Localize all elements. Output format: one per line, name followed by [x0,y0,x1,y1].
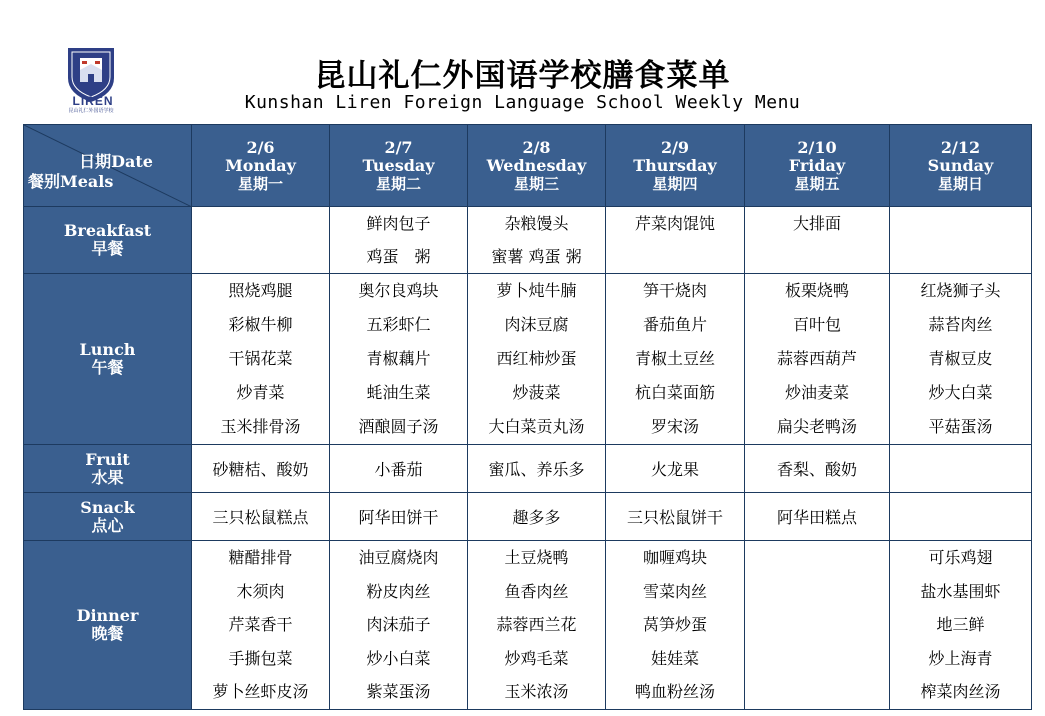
menu-item: 扁尖老鸭汤 [776,417,857,436]
menu-item: 炒小白菜 [366,648,431,668]
menu-item: 酒酿圆子汤 [358,417,439,436]
menu-item: 玉米浓汤 [504,682,569,701]
menu-item [192,240,329,273]
menu-item [890,207,1031,240]
day-en: Tuesday [362,155,435,175]
meal-en: Fruit [85,449,130,469]
day-cn: 星期日 [937,174,983,193]
day-header [192,125,330,207]
day-header [745,125,890,207]
meal-cn: 晚餐 [91,623,124,643]
header-row [24,125,1032,207]
meal-cn: 点心 [91,515,124,535]
menu-item: 罗宋汤 [650,417,699,436]
menu-item: 鸡蛋 粥 [366,247,431,266]
menu-item: 五彩虾仁 [366,315,431,334]
menu-cell [890,274,1032,445]
menu-cell [606,207,745,274]
day-en: Sunday [927,155,994,175]
meal-label-lunch [24,274,192,445]
menu-item: 手撕包菜 [228,648,293,668]
menu-item: 炒菠菜 [512,383,561,402]
menu-cell: 蜜瓜、养乐多 [468,445,606,493]
page-subtitle: Kunshan Liren Foreign Language School Weekly Menu [244,92,801,113]
meal-label-dinner [24,541,192,710]
menu-cell [890,493,1032,541]
menu-item: 莴笋炒蛋 [642,615,707,634]
menu-item: 番茄鱼片 [642,315,707,334]
dinner-row [24,541,1032,710]
menu-table [23,124,1032,710]
menu-item: 紫菜蛋汤 [366,682,431,701]
menu-item: 大白菜贡丸汤 [488,417,585,436]
date-label: 日期Date [79,152,153,171]
menu-cell [330,207,468,274]
menu-item: 鸭血粉丝汤 [634,682,715,701]
menu-cell [890,445,1032,493]
menu-cell: 阿华田饼干 [330,493,468,541]
menu-cell [745,541,890,710]
menu-cell: 阿华田糕点 [745,493,890,541]
menu-cell [192,207,330,274]
menu-cell [330,274,468,445]
day-header [606,125,745,207]
menu-item: 芹菜肉馄饨 [634,214,715,233]
day-date: 2/12 [940,137,981,157]
menu-cell [192,274,330,445]
menu-item: 大排面 [792,214,841,233]
menu-cell: 三只松鼠饼干 [606,493,745,541]
day-en: Wednesday [486,155,587,175]
menu-cell: 三只松鼠糕点 [192,493,330,541]
menu-item: 土豆烧鸭 [504,548,569,567]
menu-item: 蒜蓉西兰花 [496,615,577,634]
menu-item: 木须肉 [236,581,285,601]
menu-item: 玉米排骨汤 [220,417,301,436]
page-title: 昆山礼仁外国语学校膳食菜单 [314,58,731,94]
menu-item: 地三鲜 [936,615,985,634]
menu-item: 蚝油生菜 [366,383,431,402]
day-en: Monday [225,155,296,175]
logo-subtext: 昆山礼仁外国语学校 [68,108,114,114]
menu-item [192,207,329,240]
menu-item: 粉皮肉丝 [366,581,431,601]
menu-item: 西红柿炒蛋 [496,349,577,368]
menu-item: 百叶包 [792,315,841,334]
meal-cn: 早餐 [91,239,124,258]
menu-item: 青椒土豆丝 [634,349,715,368]
menu-item: 奥尔良鸡块 [358,281,439,300]
menu-item: 蒜蓉西葫芦 [776,349,857,368]
meal-en: Breakfast [63,221,152,240]
day-header [468,125,606,207]
day-date: 2/8 [522,137,551,157]
meal-label-breakfast [24,207,192,274]
menu-cell [745,207,890,274]
day-header [890,125,1032,207]
day-date: 2/7 [384,137,413,157]
menu-item [606,240,744,273]
menu-item: 可乐鸡翅 [928,548,993,567]
menu-item: 炒鸡毛菜 [504,648,569,668]
menu-item [890,240,1031,273]
fruit-row [24,445,1032,493]
menu-item: 肉沫茄子 [366,615,431,634]
day-en: Thursday [633,155,717,175]
day-en: Friday [788,155,846,175]
menu-item: 板栗烧鸭 [784,281,849,300]
menu-cell [745,274,890,445]
menu-item: 照烧鸡腿 [228,281,293,300]
menu-item: 芹菜香干 [228,615,293,634]
menu-item: 笋干烧肉 [642,281,707,300]
meal-label-snack [24,493,192,541]
menu-item: 萝卜丝虾皮汤 [212,682,309,701]
menu-cell [468,541,606,710]
menu-cell [890,207,1032,274]
day-date: 2/6 [246,137,275,157]
lunch-row [24,274,1032,445]
menu-cell: 香梨、酸奶 [745,445,890,493]
menu-item: 炒上海青 [928,648,993,668]
menu-item: 青椒豆皮 [928,349,993,368]
menu-item: 彩椒牛柳 [228,315,293,334]
menu-item: 咖喱鸡块 [642,548,707,567]
menu-item: 糖醋排骨 [228,548,293,567]
meals-label: 餐别Meals [28,172,114,191]
menu-cell: 火龙果 [606,445,745,493]
meal-cn: 午餐 [91,358,124,377]
menu-item: 蒜苔肉丝 [928,315,993,334]
menu-item: 鲜肉包子 [366,214,431,233]
menu-item: 干锅花菜 [228,349,293,368]
day-cn: 星期四 [652,174,698,193]
day-cn: 星期二 [375,174,421,193]
menu-cell [192,541,330,710]
menu-cell [468,274,606,445]
menu-cell [468,207,606,274]
menu-item: 炒油麦菜 [784,383,849,402]
menu-item: 萝卜炖牛腩 [496,281,577,300]
menu-item: 娃娃菜 [650,648,699,668]
menu-item: 炒青菜 [236,383,285,402]
menu-item: 雪菜肉丝 [642,581,707,601]
menu-cell [330,541,468,710]
menu-item: 红烧狮子头 [920,281,1001,300]
menu-cell: 小番茄 [330,445,468,493]
meal-en: Dinner [76,605,139,625]
menu-item: 平菇蛋汤 [928,417,993,436]
day-date: 2/9 [660,137,690,157]
menu-cell [606,541,745,710]
menu-cell: 砂糖桔、酸奶 [192,445,330,493]
snack-row [24,493,1032,541]
breakfast-row [24,207,1032,274]
menu-item: 炒大白菜 [928,383,993,402]
day-cn: 星期一 [237,174,283,193]
corner-cell [24,125,192,207]
menu-item: 肉沫豆腐 [504,315,569,334]
meal-en: Lunch [79,340,136,359]
meal-cn: 水果 [91,467,124,487]
menu-item [745,240,889,273]
menu-item: 油豆腐烧肉 [358,548,439,567]
day-cn: 星期三 [513,174,559,193]
menu-item: 青椒藕片 [366,349,431,368]
menu-cell [606,274,745,445]
day-cn: 星期五 [794,174,840,193]
menu-item: 榨菜肉丝汤 [920,682,1001,701]
day-header [330,125,468,207]
logo-text: LIREN [72,94,114,108]
menu-item: 杂粮馒头 [504,214,569,233]
meal-label-fruit [24,445,192,493]
menu-item: 盐水基围虾 [920,581,1001,601]
meal-en: Snack [80,497,135,517]
menu-cell [890,541,1032,710]
menu-cell: 趣多多 [468,493,606,541]
menu-item: 杭白菜面筋 [634,383,715,402]
menu-item: 蜜薯 鸡蛋 粥 [491,247,582,266]
day-date: 2/10 [797,137,837,157]
menu-item: 鱼香肉丝 [504,581,569,601]
